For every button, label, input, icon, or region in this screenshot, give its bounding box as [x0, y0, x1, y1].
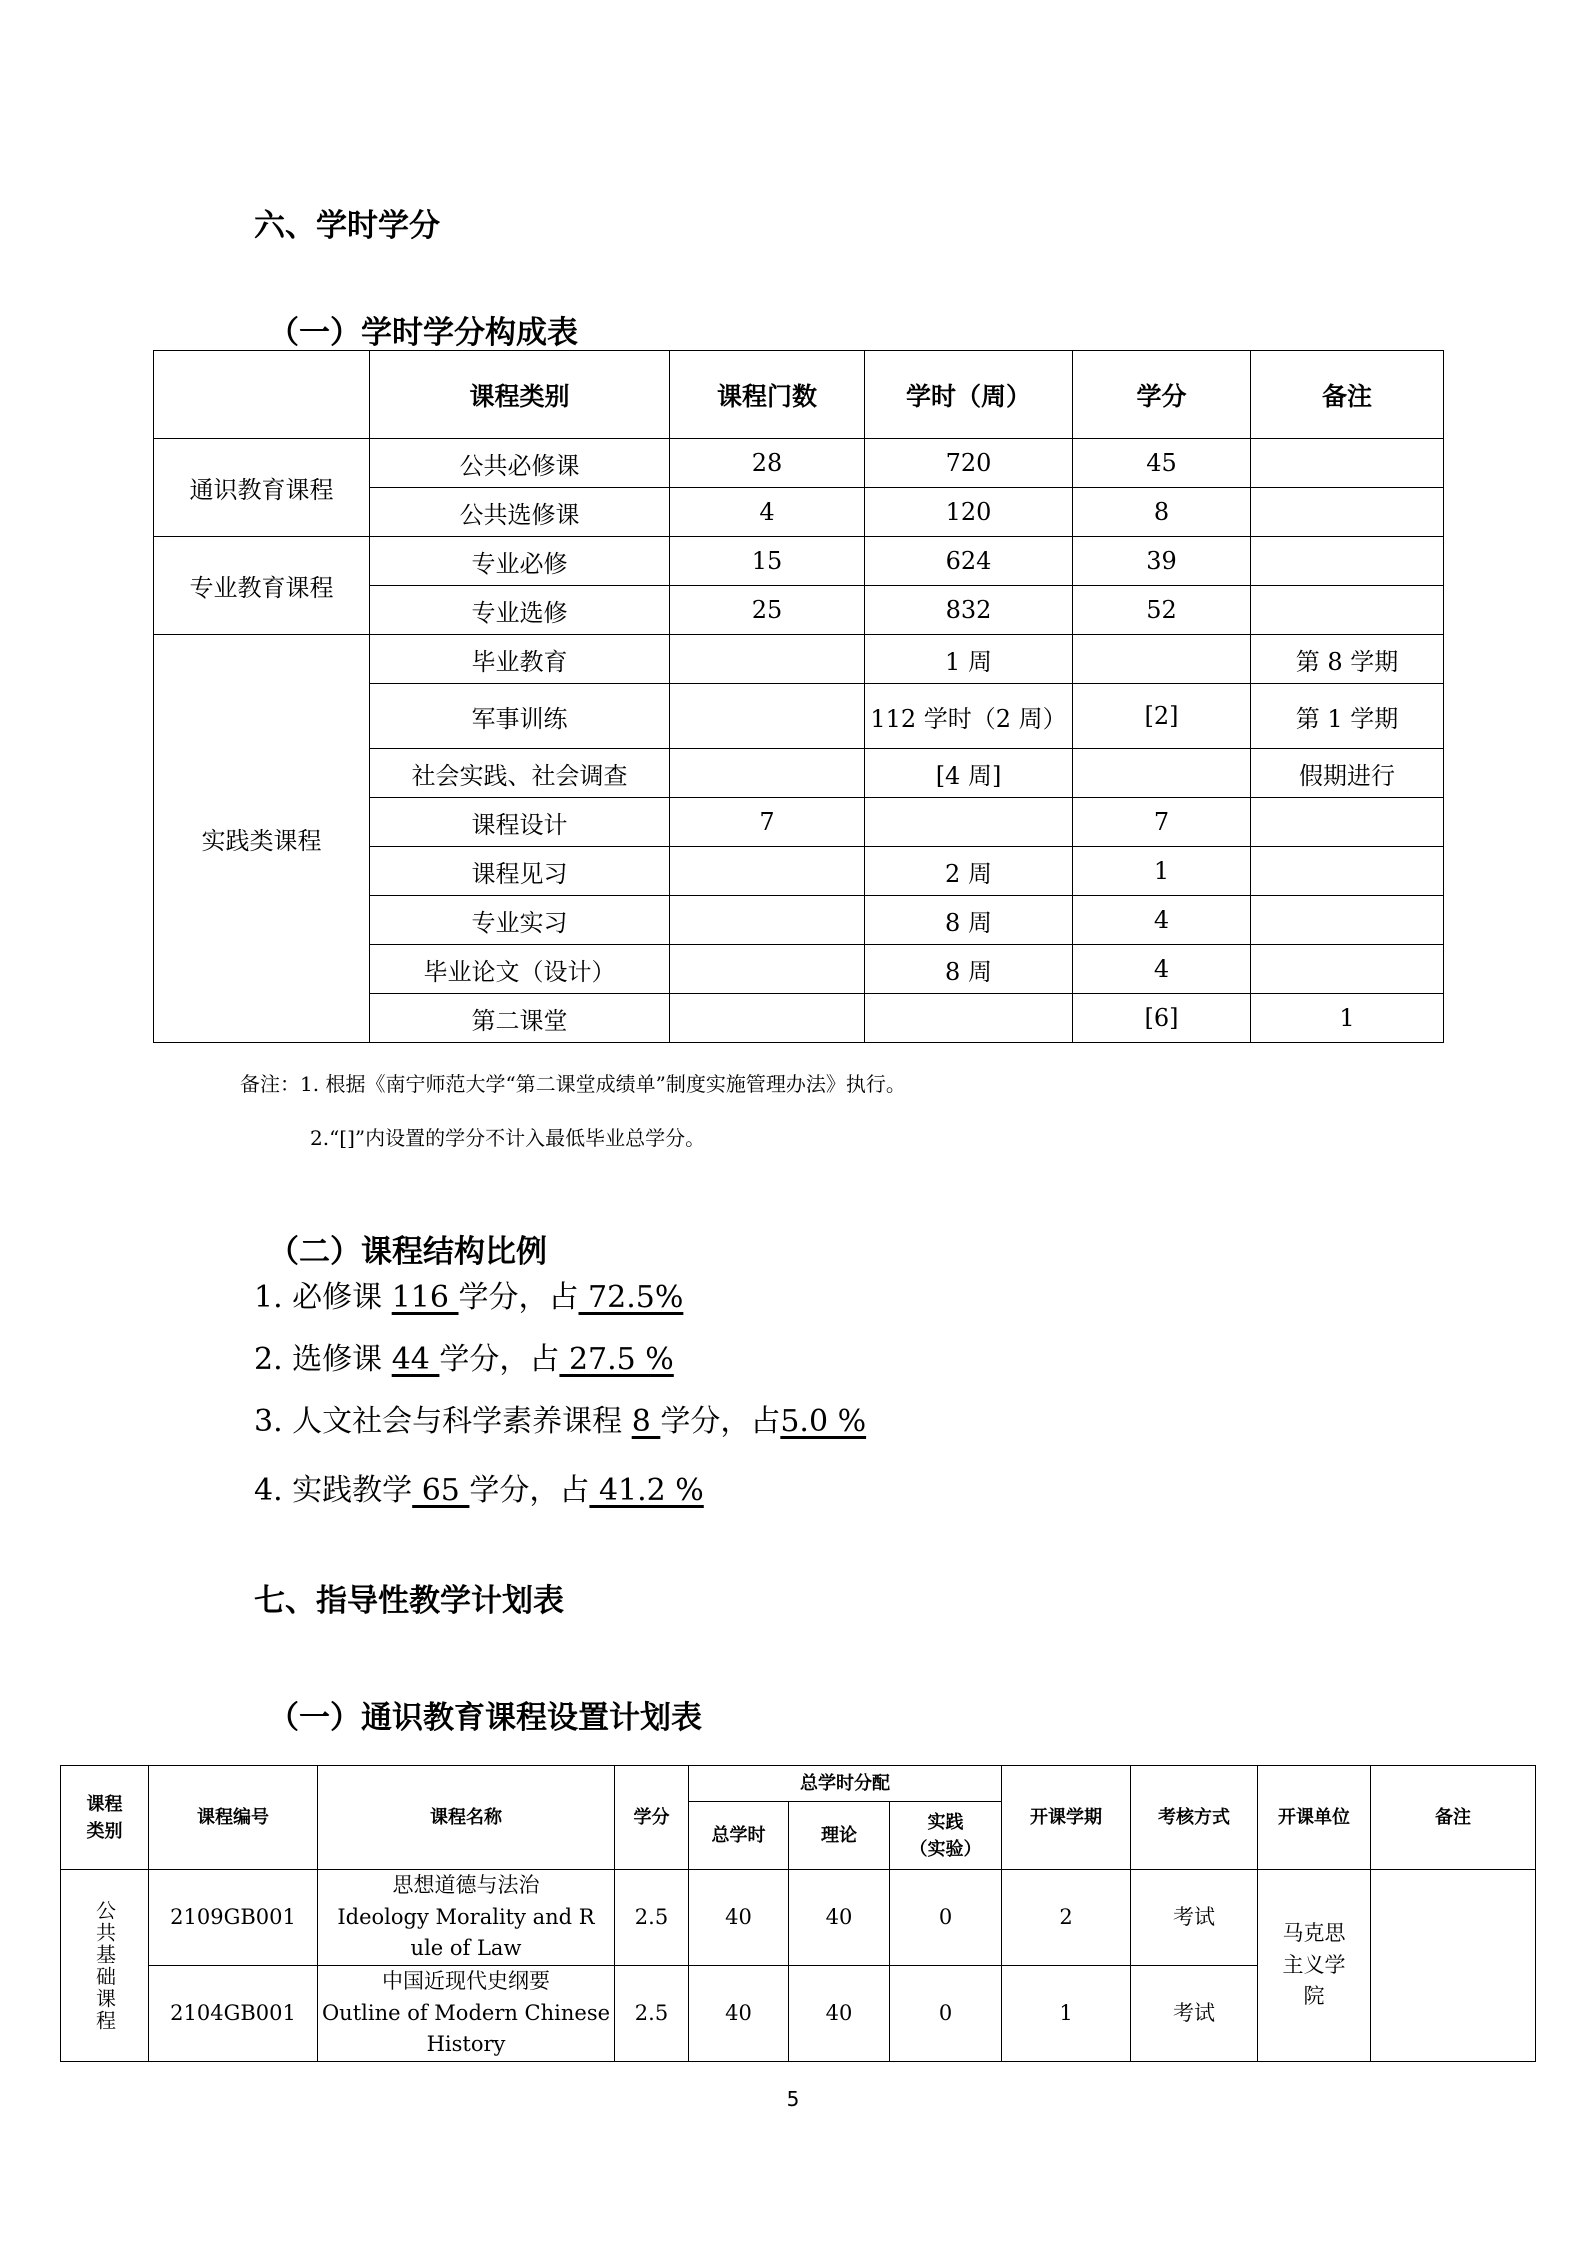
table-cell: 专业必修 — [370, 537, 670, 586]
table-cell — [865, 798, 1073, 847]
ratio-line-elective — [254, 1334, 674, 1378]
table-cell: 8 周 — [865, 945, 1073, 994]
header-course-category: 课程 类别 — [61, 1766, 149, 1870]
ratio-line-required — [254, 1272, 683, 1316]
ratio-line-practice — [254, 1465, 704, 1509]
table-note-1: 备注：1. 根据《南宁师范大学“第二课堂成绩单”制度实施管理办法》执行。 — [240, 1072, 906, 1096]
table-cell — [1251, 945, 1444, 994]
course-theory-hours: 40 — [789, 1966, 890, 2062]
header-total-hours: 总学时 — [689, 1802, 789, 1870]
table-cell — [670, 635, 865, 684]
table-cell — [1251, 439, 1444, 488]
category-cell — [61, 1870, 149, 2062]
table-note-2: 2.“[]”内设置的学分不计入最低毕业总学分。 — [310, 1126, 706, 1150]
table-cell — [670, 684, 865, 749]
subsection-title-6-1: （一）学时学分构成表 — [268, 315, 578, 351]
table-cell: 军事训练 — [370, 684, 670, 749]
table-cell: 15 — [670, 537, 865, 586]
credit-composition-table — [153, 350, 1444, 1043]
header-remark: 备注 — [1371, 1766, 1536, 1870]
table-cell: 第二课堂 — [370, 994, 670, 1043]
ratio-line-humanities — [254, 1396, 866, 1440]
table-cell: 112 学时（2 周） — [865, 684, 1073, 749]
header-remark: 备注 — [1251, 351, 1444, 439]
header-blank — [154, 351, 370, 439]
table-cell: 25 — [670, 586, 865, 635]
table-cell: 4 — [1073, 945, 1251, 994]
table-cell: 假期进行 — [1251, 749, 1444, 798]
course-credit: 2.5 — [615, 1870, 689, 1966]
header-course-code: 课程编号 — [149, 1766, 318, 1870]
course-exam: 考试 — [1131, 1870, 1258, 1966]
header-hours: 学时（周） — [865, 351, 1073, 439]
table-cell: 8 — [1073, 488, 1251, 537]
header-course-count: 课程门数 — [670, 351, 865, 439]
table-cell: 课程设计 — [370, 798, 670, 847]
table-cell: 第 8 学期 — [1251, 635, 1444, 684]
table-cell — [1251, 586, 1444, 635]
header-credits: 学分 — [1073, 351, 1251, 439]
table-cell: 45 — [1073, 439, 1251, 488]
table-cell — [1251, 537, 1444, 586]
table-cell: 28 — [670, 439, 865, 488]
header-credit: 学分 — [615, 1766, 689, 1870]
table-cell: 专业选修 — [370, 586, 670, 635]
ratio-label: 2. 选修课 — [254, 1342, 392, 1377]
table-cell: 毕业论文（设计） — [370, 945, 670, 994]
table-cell — [1251, 847, 1444, 896]
table-cell: 毕业教育 — [370, 635, 670, 684]
table-cell — [1073, 749, 1251, 798]
ratio-credits: 65 — [412, 1473, 470, 1508]
course-exam: 考试 — [1131, 1966, 1258, 2062]
table-cell — [1251, 896, 1444, 945]
table-cell: 4 — [1073, 896, 1251, 945]
table-cell: 832 — [865, 586, 1073, 635]
header-hours-allocation: 总学时分配 — [689, 1766, 1002, 1802]
header-category: 课程类别 — [370, 351, 670, 439]
table-cell: 专业实习 — [370, 896, 670, 945]
table-cell — [670, 896, 865, 945]
header-practice-hours: 实践 （实验） — [890, 1802, 1002, 1870]
course-department: 马克思 主义学 院 — [1258, 1870, 1371, 2062]
table-cell: 公共选修课 — [370, 488, 670, 537]
course-credit: 2.5 — [615, 1966, 689, 2062]
table-cell: 7 — [1073, 798, 1251, 847]
table-cell: 1 周 — [865, 635, 1073, 684]
table-cell: 1 — [1073, 847, 1251, 896]
course-total-hours: 40 — [689, 1870, 789, 1966]
table-cell: 720 — [865, 439, 1073, 488]
table-cell: [4 周] — [865, 749, 1073, 798]
table-cell: 624 — [865, 537, 1073, 586]
subsection-title-6-2: （二）课程结构比例 — [268, 1234, 547, 1270]
course-practice-hours: 0 — [890, 1870, 1002, 1966]
ratio-credits: 8 — [631, 1404, 661, 1439]
ratio-label: 1. 必修课 — [254, 1280, 392, 1315]
table-cell — [1251, 488, 1444, 537]
table-cell — [865, 994, 1073, 1043]
table-cell — [1073, 635, 1251, 684]
category-public-basic: 公共基础课程 — [92, 1899, 117, 2032]
ratio-percent: 27.5 % — [559, 1342, 674, 1377]
header-exam-method: 考核方式 — [1131, 1766, 1258, 1870]
table-cell: 7 — [670, 798, 865, 847]
group-professional-education: 专业教育课程 — [154, 537, 370, 635]
ratio-percent: 5.0 % — [780, 1404, 867, 1439]
ratio-percent: 72.5% — [578, 1280, 684, 1315]
table-cell: 第 1 学期 — [1251, 684, 1444, 749]
table-cell: 52 — [1073, 586, 1251, 635]
course-theory-hours: 40 — [789, 1870, 890, 1966]
table-cell: 1 — [1251, 994, 1444, 1043]
course-code: 2104GB001 — [149, 1966, 318, 2062]
course-practice-hours: 0 — [890, 1966, 1002, 2062]
course-semester: 1 — [1002, 1966, 1131, 2062]
ratio-label: 3. 人文社会与科学素养课程 — [254, 1404, 632, 1439]
course-name: 思想道德与法治 Ideology Morality and R ule of Law — [318, 1870, 615, 1966]
general-education-plan-table — [60, 1765, 1536, 2062]
table-cell — [670, 945, 865, 994]
section-title-7: 七、指导性教学计划表 — [254, 1583, 564, 1619]
table-cell: 2 周 — [865, 847, 1073, 896]
section-title-6: 六、学时学分 — [254, 208, 440, 244]
table-cell: 8 周 — [865, 896, 1073, 945]
table-cell: 39 — [1073, 537, 1251, 586]
table-cell: 120 — [865, 488, 1073, 537]
ratio-credits: 44 — [391, 1342, 440, 1377]
table-cell — [670, 994, 865, 1043]
header-department: 开课单位 — [1258, 1766, 1371, 1870]
ratio-mid: 学分，占 — [439, 1342, 560, 1377]
course-total-hours: 40 — [689, 1966, 789, 2062]
ratio-mid: 学分，占 — [660, 1404, 781, 1439]
table-cell: 公共必修课 — [370, 439, 670, 488]
ratio-credits: 116 — [391, 1280, 459, 1315]
table-cell — [1251, 798, 1444, 847]
ratio-label: 4. 实践教学 — [254, 1473, 413, 1508]
ratio-percent: 41.2 % — [589, 1473, 704, 1508]
course-semester: 2 — [1002, 1870, 1131, 1966]
table-cell: 4 — [670, 488, 865, 537]
course-name: 中国近现代史纲要 Outline of Modern Chinese History — [318, 1966, 615, 2062]
course-remark — [1371, 1870, 1536, 2062]
group-general-education: 通识教育课程 — [154, 439, 370, 537]
table-cell: 课程见习 — [370, 847, 670, 896]
table-cell: 社会实践、社会调查 — [370, 749, 670, 798]
header-course-name: 课程名称 — [318, 1766, 615, 1870]
ratio-mid: 学分，占 — [458, 1280, 579, 1315]
table-cell — [670, 847, 865, 896]
table-cell — [670, 749, 865, 798]
table-cell: [2] — [1073, 684, 1251, 749]
header-theory-hours: 理论 — [789, 1802, 890, 1870]
page-number: 5 — [786, 2087, 800, 2111]
table-cell: [6] — [1073, 994, 1251, 1043]
course-code: 2109GB001 — [149, 1870, 318, 1966]
group-practice: 实践类课程 — [154, 635, 370, 1043]
ratio-mid: 学分，占 — [469, 1473, 590, 1508]
subsection-title-7-1: （一）通识教育课程设置计划表 — [268, 1700, 702, 1736]
header-semester: 开课学期 — [1002, 1766, 1131, 1870]
